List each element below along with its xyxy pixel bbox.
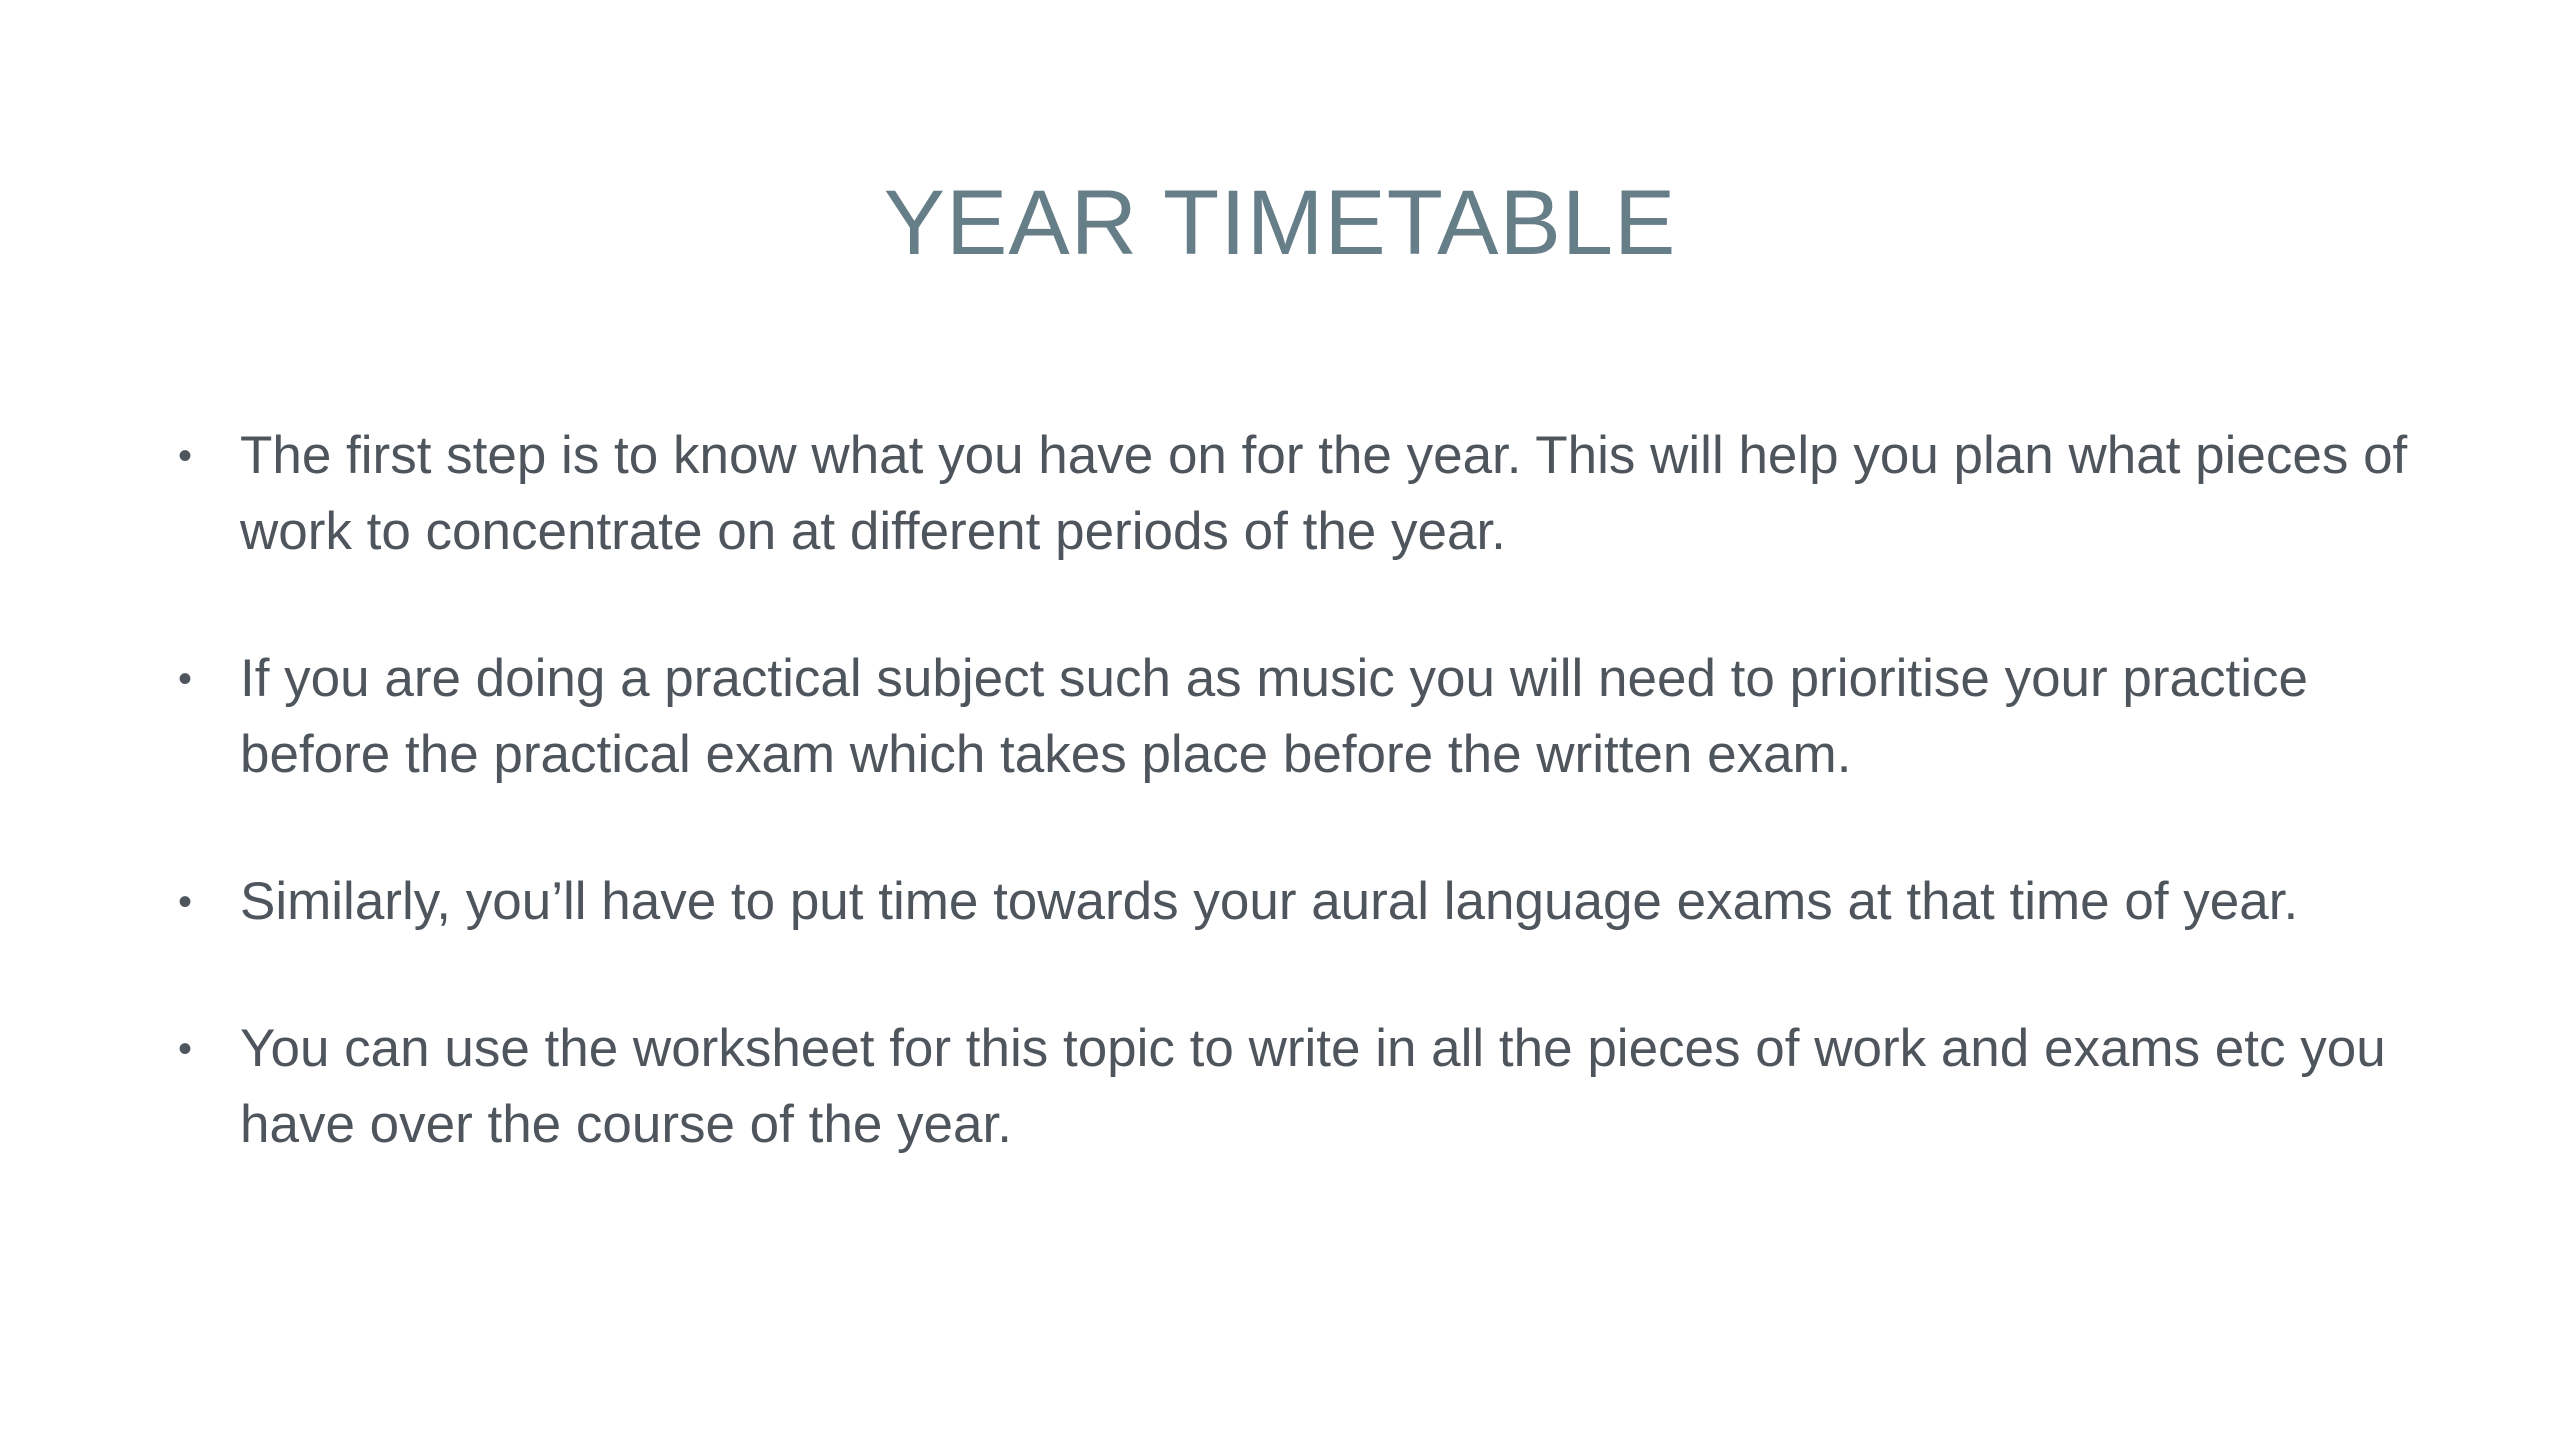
list-item — [0, 864, 2560, 940]
bullet-list — [0, 418, 2560, 1234]
bullet-marker: • — [178, 657, 193, 701]
bullet-marker: • — [178, 1027, 193, 1071]
list-item — [0, 641, 2560, 793]
bullet-text: The first step is to know what you have on for the year. This will help you plan what pieces of work to concentrate on at different periods of the year. — [240, 426, 2408, 561]
bullet-text: If you are doing a practical subject such as music you will need to prioritise your practice before the practical exam which takes place before the written exam. — [240, 649, 2308, 784]
bullet-marker: • — [178, 434, 193, 478]
list-item — [0, 1011, 2560, 1163]
slide-title: YEAR TIMETABLE — [883, 172, 1677, 274]
list-item — [0, 418, 2560, 570]
bullet-text: You can use the worksheet for this topic to write in all the pieces of work and exams etc you have over the course of the year. — [240, 1019, 2386, 1154]
bullet-text: Similarly, you’ll have to put time towards your aural language exams at that time of year. — [240, 872, 2299, 931]
bullet-marker: • — [178, 880, 193, 924]
